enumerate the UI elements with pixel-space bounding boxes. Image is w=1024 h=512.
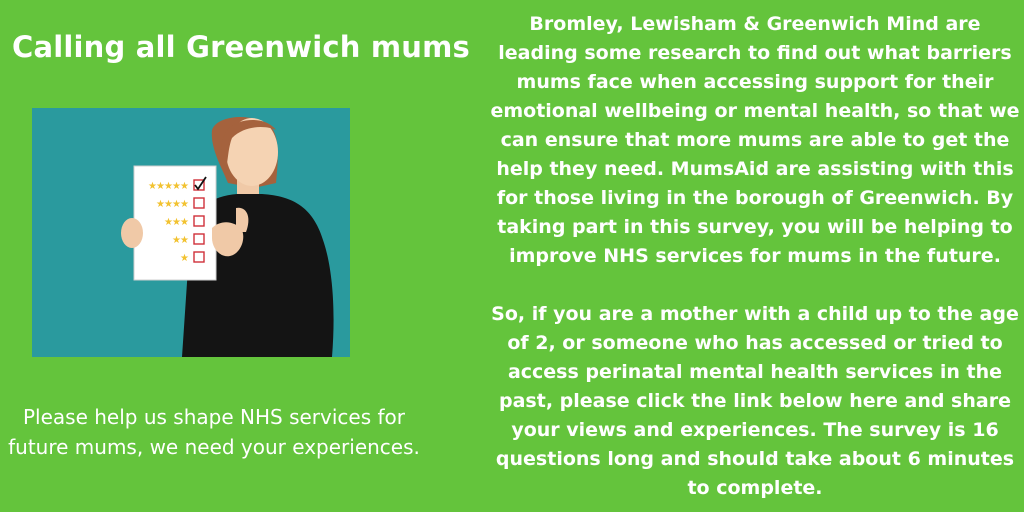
paragraph-call-to-action: So, if you are a mother with a child up to the age of 2, or someone who has accessed or tried to access perinatal mental health services in the past, please click the link below here and share your views and experiences. The survey is 16 questions long and should take about 6 minutes to complete. — [491, 303, 1019, 499]
checkbox — [194, 198, 204, 208]
checkbox — [194, 252, 204, 262]
paragraph-intro: Bromley, Lewisham & Greenwich Mind are leading some research to find out what barriers mums face when accessing support for their emotional wellbeing or mental health, so that we can ensure that more mums are able to get the help they need. MumsAid are assisting with this for those living in the borough of Greenwich. By taking part in this survey, you will be helping to improve NHS services for mums in the future. — [490, 13, 1020, 267]
page-title: Calling all Greenwich mums — [12, 30, 471, 64]
star-icon: ★ — [172, 235, 181, 246]
star-icon: ★ — [164, 217, 173, 228]
left-hand — [121, 218, 143, 248]
star-icon: ★ — [180, 235, 189, 246]
star-icon: ★ — [156, 181, 165, 192]
body-text — [490, 10, 1020, 503]
star-icon: ★ — [180, 181, 189, 192]
star-icon: ★ — [172, 217, 181, 228]
star-icon: ★ — [172, 181, 181, 192]
checkbox — [194, 216, 204, 226]
star-icon: ★ — [148, 181, 157, 192]
star-icon: ★ — [180, 199, 189, 210]
star-icon: ★ — [180, 253, 189, 264]
checkbox — [194, 234, 204, 244]
star-icon: ★ — [180, 217, 189, 228]
star-icon: ★ — [156, 199, 165, 210]
survey-illustration — [32, 108, 350, 357]
star-icon: ★ — [164, 181, 173, 192]
star-icon: ★ — [164, 199, 173, 210]
survey-checklist-woman-icon — [32, 108, 350, 357]
caption-text: Please help us shape NHS services for future mums, we need your experiences. — [8, 405, 420, 459]
star-icon: ★ — [172, 199, 181, 210]
